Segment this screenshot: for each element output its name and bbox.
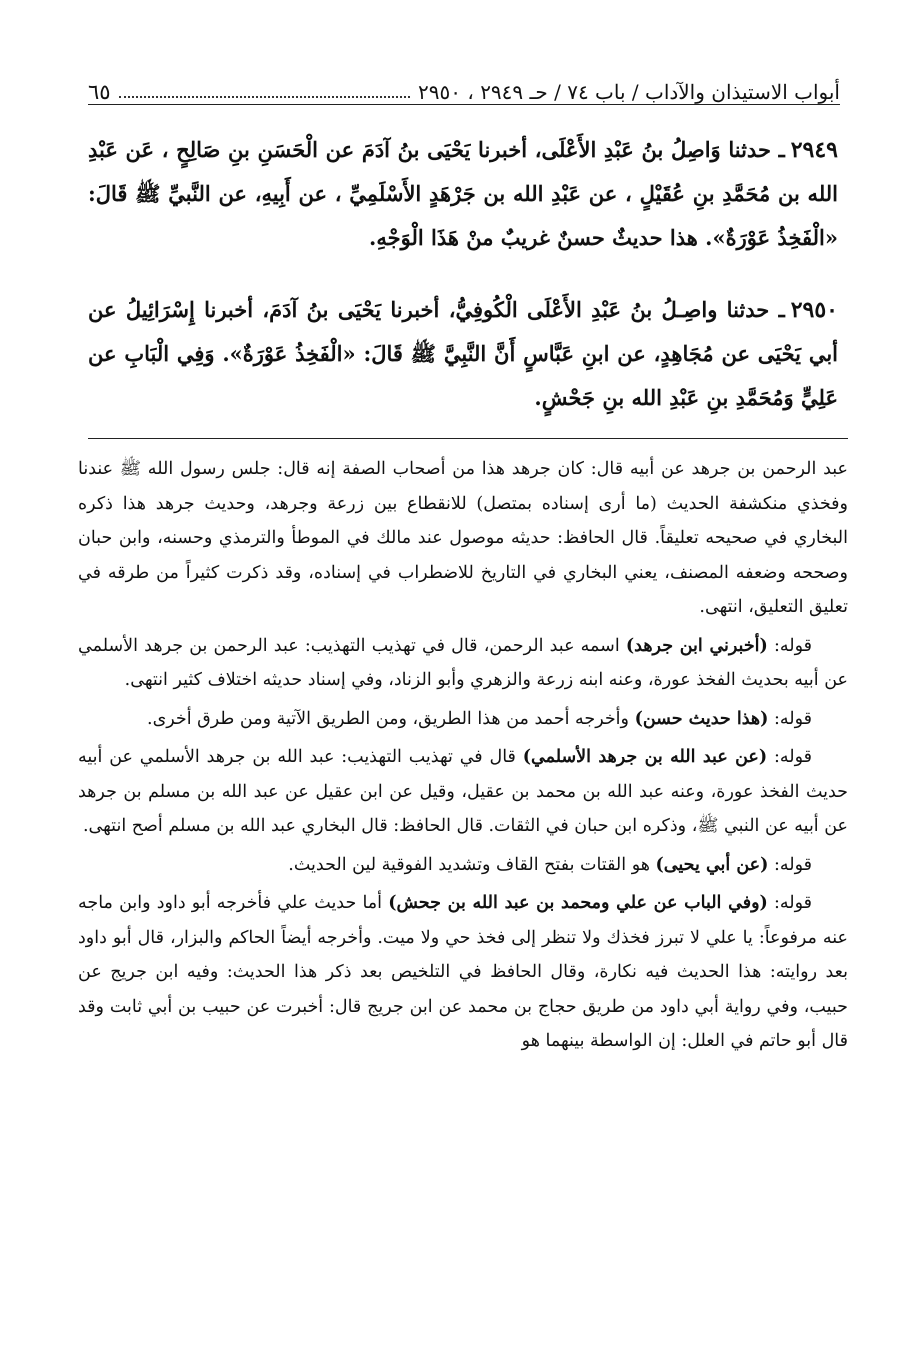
hadith-2950 xyxy=(88,288,838,420)
commentary-paragraph: قوله: (عن أبي يحيى) هو القتات بفتح القاف وتشديد الفوقية لين الحديث. xyxy=(288,854,812,875)
running-title: أبواب الاستيذان والآداب / باب ٧٤ / حـ ٢٩٤٩ ، ٢٩٥٠ xyxy=(418,80,840,104)
footnote-divider xyxy=(88,438,848,439)
hadith-number: ٢٩٤٩ xyxy=(790,137,838,163)
hadith-text: ـ حدثنا وَاصِلُ بنُ عَبْدِ الأَعْلَى، أخبرنا يَحْيَى بنُ آدَمَ عن الْحَسَنِ بنِ صَالِحٍ ، عَن عَبْدِ الله بن مُحَمَّدِ بنِ عُقَيْلٍ ، عن عَبْدِ الله بن جَرْهَدٍ الأَسْلَمِيِّ ، عن أَبِيهِ، عن النَّبيِّ ﷺ قَالَ: «الْفَخِذُ عَوْرَةٌ». هذا حديثٌ حسنٌ غريبٌ منْ هَذَا الْوَجْهِ. xyxy=(88,137,838,250)
commentary-paragraph: قوله: (وفي الباب عن علي ومحمد بن عبد الله بن جحش) أما حديث علي فأخرجه أبو داود وابن ماجه عنه مرفوعاً: يا علي لا تبرز فخذك ولا تنظر إلى فخذ حي ولا ميت. وأخرجه أيضاً الحاكم والبزار، قال أبو داود بعد روايته: هذا الحديث فيه نكارة، وقال الحافظ في التلخيص بعد ذكر هذا الحديث: وفيه ابن جريج عن حبيب، وفي رواية أبي داود من طريق حجاج بن محمد عن ابن جريج قال: أخبرت عن حبيب بن أبي ثابت وقد قال أبو حاتم في العلل: إن الواسطة بينهما هو xyxy=(78,893,848,1051)
hadith-2949 xyxy=(88,128,838,260)
commentary-paragraph: عبد الرحمن بن جرهد عن أبيه قال: كان جرهد هذا من أصحاب الصفة إنه قال: جلس رسول الله ﷺ عندنا وفخذي منكشفة الحديث (ما أرى إسناده بمتصل) للانقطاع بين زرعة وجرهد، وحديث جرهد هذا ذكره البخاري في صحيحه تعليقاً. قال الحافظ: حديثه موصول عند مالك في الموطأ والترمذي وحسنه، وابن حبان وصححه وضعفه المصنف، يعني البخاري في التاريخ للاضطراب في إسناده، وقد ذكرت كثيراً من طرقه في تعليق التعليق، انتهى. xyxy=(78,459,848,617)
page-number: ٦٥ xyxy=(88,80,111,104)
commentary-paragraph: قوله: (عن عبد الله بن جرهد الأسلمي) قال في تهذيب التهذيب: عبد الله بن جرهد الأسلمي عن أبيه حديث الفخذ عورة، وعنه عبد الله بن محمد بن عقيل، وقيل عن ابن عقيل عن عبد الله بن مسلم بن جرهد عن أبيه عن النبي ﷺ، وذكره ابن حبان في الثقات. قال الحافظ: قال البخاري عبد الله بن مسلم أصح انتهى. xyxy=(78,747,848,836)
commentary-paragraph: قوله: (أخبرني ابن جرهد) اسمه عبد الرحمن، قال في تهذيب التهذيب: عبد الرحمن بن جرهد الأسلمي عن أبيه بحديث الفخذ عورة، وعنه ابنه زرعة والزهري وأبو الزناد، وفي إسناد حديثه اختلاف كثير انتهى. xyxy=(78,635,848,690)
page-header xyxy=(88,70,840,105)
commentary-paragraph: قوله: (هذا حديث حسن) وأخرجه أحمد من هذا الطريق، ومن الطريق الآتية ومن طرق أخرى. xyxy=(147,708,812,729)
commentary-section xyxy=(78,452,848,1063)
leader-dots xyxy=(119,95,410,98)
hadith-number: ٢٩٥٠ xyxy=(790,297,838,323)
hadith-text: ـ حدثنا واصِـلُ بنُ عَبْدِ الأَعْلَى الْكُوفِيُّ، أخبرنا يَحْيَى بنُ آدَمَ، أخبرنا إِسْرَائِيلُ عن أبي يَحْيَى عن مُجَاهِدٍ، عن ابنِ عَبَّاسٍ أَنَّ النَّبِيَّ ﷺ قَالَ: «الْفَخِذُ عَوْرَةٌ». وَفِي الْبَابِ عن عَلِيٍّ وَمُحَمَّدِ بنِ عَبْدِ الله بنِ جَحْشٍ. xyxy=(88,297,838,410)
